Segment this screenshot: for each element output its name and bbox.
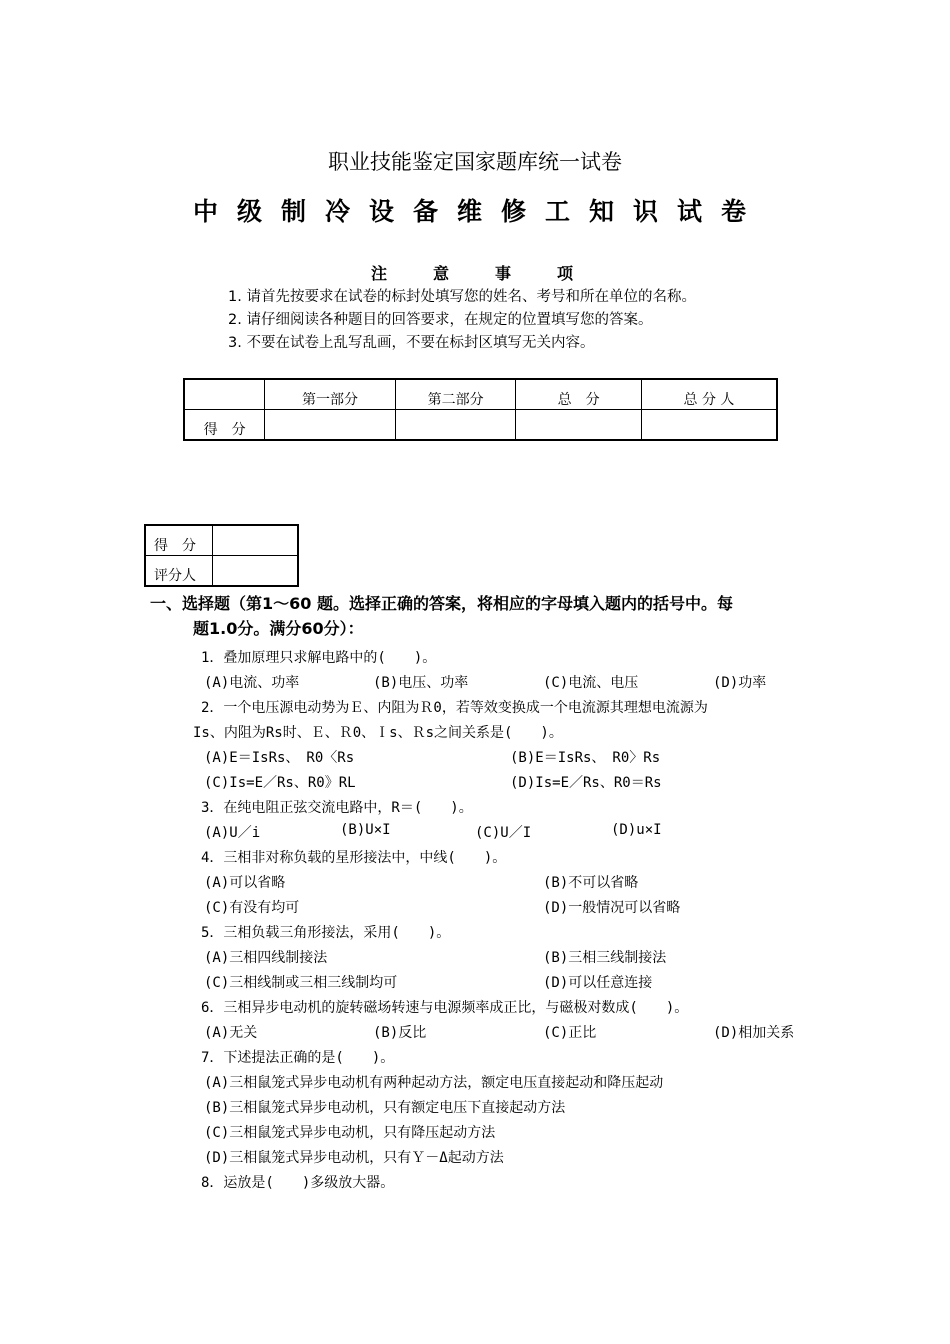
exam-header-title: 职业技能鉴定国家题库统一试卷 [328,150,622,174]
option-a: (A)U／i [204,825,261,841]
section-score-table [144,524,299,587]
section-heading-cont: 题1.0分。满分60分）： [193,619,364,638]
option-a: (A)三相四线制接法 [204,950,328,966]
score-cell-scorer[interactable] [641,410,777,441]
option-b: (B)E＝IsRs、 R0〉Rs [510,750,661,766]
notice-item: 2. 请仔细阅读各种题目的回答要求，在规定的位置填写您的答案。 [228,312,653,328]
score-cell-part-one[interactable] [265,410,396,441]
notice-item: 1. 请首先按要求在试卷的标封处填写您的姓名、考号和所在单位的名称。 [228,289,696,305]
section-score-cell[interactable] [212,525,298,556]
notice-heading: 注意事项 [370,264,619,283]
option-b: (B)电压、功率 [373,675,469,691]
option-b: (B)不可以省略 [543,875,639,891]
option-d: (D)三相鼠笼式异步电动机，只有Ｙ－Δ起动方法 [204,1150,504,1166]
option-b: (B)反比 [373,1025,427,1041]
option-c: (C)正比 [543,1025,597,1041]
option-a: (A)电流、功率 [204,675,300,691]
option-a: (A)三相鼠笼式异步电动机有两种起动方法，额定电压直接起动和降压起动 [204,1075,664,1091]
score-table-corner [184,379,265,410]
option-a: (A)E＝IsRs、 R0〈Rs [204,750,355,766]
option-c: (C)有没有均可 [204,900,300,916]
section-score-label: 得 分 [145,525,212,556]
question-stem-cont: Is、内阻为Rs时、Ｅ、Ｒ0、Ｉs、Ｒs之间关系是( )。 [193,725,563,741]
question-stem: 8．运放是( )多级放大器。 [201,1175,395,1191]
option-c: (C)电流、电压 [543,675,639,691]
section-grader-label: 评分人 [145,556,212,587]
option-d: (D)Is=E／Rs、R0＝Rs [510,775,662,791]
notice-item: 3. 不要在试卷上乱写乱画，不要在标封区填写无关内容。 [228,335,595,351]
header-total: 总 分 [516,379,642,410]
score-cell-part-two[interactable] [395,410,516,441]
option-b: (B)U×I [340,822,391,838]
question-stem: 2．一个电压源电动势为Ｅ、内阻为Ｒ0，若等效变换成一个电流源其理想电流源为 [201,700,708,716]
option-d: (D)一般情况可以省略 [543,900,681,916]
option-d: (D)相加关系 [713,1025,795,1041]
option-d: (D)可以任意连接 [543,975,653,991]
option-a: (A)可以省略 [204,875,286,891]
question-stem: 1．叠加原理只求解电路中的( )。 [201,650,437,666]
option-d: (D)功率 [713,675,767,691]
option-d: (D)u×I [611,822,662,838]
section-grader-cell[interactable] [212,556,298,587]
header-part-two: 第二部分 [395,379,516,410]
question-stem: 3．在纯电阻正弦交流电路中，R＝( )。 [201,800,473,816]
section-heading: 一、选择题（第1～60 题。选择正确的答案，将相应的字母填入题内的括号中。每 [150,594,733,613]
question-stem: 4．三相非对称负载的星形接法中，中线( )。 [201,850,507,866]
option-b: (B)三相鼠笼式异步电动机，只有额定电压下直接起动方法 [204,1100,566,1116]
question-stem: 6．三相异步电动机的旋转磁场转速与电源频率成正比，与磁极对数成( )。 [201,1000,689,1016]
row-label-score: 得 分 [184,410,265,441]
question-stem: 7．下述提法正确的是( )。 [201,1050,395,1066]
option-c: (C)U／I [475,825,532,841]
exam-title: 中级制冷设备维修工知识试卷 [192,197,765,226]
option-c: (C)三相线制或三相三线制均可 [204,975,398,991]
option-c: (C)Is=E／Rs、R0》RL [204,775,356,791]
question-stem: 5．三相负载三角形接法，采用( )。 [201,925,451,941]
option-b: (B)三相三线制接法 [543,950,667,966]
score-cell-total[interactable] [516,410,642,441]
option-a: (A)无关 [204,1025,258,1041]
option-c: (C)三相鼠笼式异步电动机，只有降压起动方法 [204,1125,496,1141]
header-part-one: 第一部分 [265,379,396,410]
score-summary-table [183,378,778,441]
header-total-scorer: 总 分 人 [641,379,777,410]
